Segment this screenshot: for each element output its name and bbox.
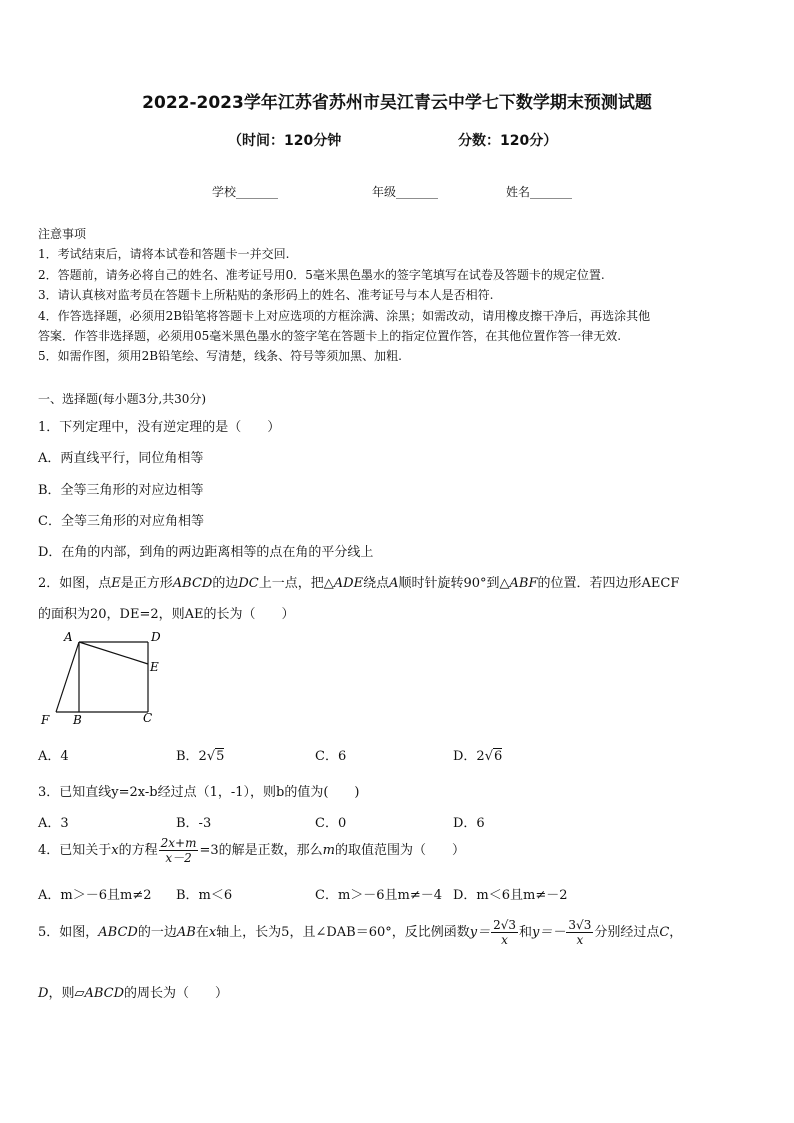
question-2-figure <box>36 628 176 728</box>
question-5-stem <box>38 918 682 947</box>
text: 的边 <box>212 576 239 591</box>
fraction <box>566 918 593 947</box>
denominator: x－2 <box>165 851 192 865</box>
question-5-stem-line2 <box>38 982 228 1001</box>
edge-af <box>56 642 79 712</box>
question-1-option-b[interactable]: B．全等三角形的对应边相等 <box>38 483 204 498</box>
numerator: 2x+m <box>160 836 197 850</box>
point-label-c: C <box>143 711 153 725</box>
notice-item: 2．答题前，请务必将自己的姓名、准考证号用0．5毫米黑色墨水的签字笔填写在试卷及答题卡的规定位置. <box>38 267 605 282</box>
text: 2．如图，点 <box>38 576 112 591</box>
numerator: 2√3 <box>493 918 517 932</box>
section-heading: 一、选择题(每小题3分,共30分) <box>38 392 207 406</box>
notice-item: 3．请认真核对监考员在答题卡上所粘贴的条形码上的姓名、准考证号与本人是否相符. <box>38 288 494 303</box>
notice-item: 4．作答选择题，必须用2B铅笔将答题卡上对应选项的方框涂满、涂黑；如需改动，请用橡皮擦干净后，再选涂其他 <box>38 308 651 323</box>
question-3-stem: 3．已知直线y=2x-b经过点（1，-1），则b的值为( ) <box>38 785 360 800</box>
text: 的位置．若四边形AECF <box>537 576 680 591</box>
math-var: △ABF <box>499 576 538 591</box>
point-label-d: D <box>151 630 161 644</box>
text: ， <box>669 925 683 940</box>
page-title: 2022-2023学年江苏省苏州市吴江青云中学七下数学期末预测试题 <box>142 93 652 113</box>
name-field[interactable]: 姓名_______ <box>506 185 573 199</box>
point-label-b: B <box>73 713 82 727</box>
question-4-option-b[interactable]: B．m＜6 <box>176 888 233 903</box>
math-var: A <box>389 576 399 591</box>
question-2-option-a[interactable]: A．4 <box>38 749 69 764</box>
math-var: x <box>208 925 217 940</box>
question-4-option-d[interactable]: D．m＜6且m≠－2 <box>453 888 568 903</box>
text: 4．已知关于 <box>38 843 112 858</box>
text: 是正方形 <box>120 576 173 591</box>
total-score: 分数：120分） <box>458 133 558 149</box>
text: B．2 <box>176 749 207 764</box>
text: 在 <box>195 925 209 940</box>
denominator: x <box>501 933 508 947</box>
text: 的方程 <box>118 843 158 858</box>
question-2-option-b[interactable]: B．2√5 <box>176 749 225 764</box>
question-1-option-a[interactable]: A．两直线平行，同位角相等 <box>38 451 204 466</box>
text: D．2 <box>453 749 485 764</box>
question-1-option-d[interactable]: D．在角的内部，到角的两边距离相等的点在角的平分线上 <box>38 545 374 560</box>
math-var: E <box>111 576 121 591</box>
time-limit: （时间：120分钟 <box>228 133 342 149</box>
math-var: △ADE <box>323 576 364 591</box>
fraction <box>159 836 199 865</box>
text: ，则 <box>48 986 75 1001</box>
text: 上一点，把 <box>258 576 324 591</box>
question-1-option-c[interactable]: C．全等三角形的对应角相等 <box>38 514 204 529</box>
text: 绕点 <box>363 576 390 591</box>
question-3-option-c[interactable]: C．0 <box>315 816 347 831</box>
school-field[interactable]: 学校_______ <box>212 185 279 199</box>
question-2-option-d[interactable]: D．2√6 <box>453 749 503 764</box>
question-2-stem-line2: 的面积为20，DE=2，则AE的长为（ ） <box>38 607 295 622</box>
math-var: y＝ <box>469 925 491 940</box>
notice-item: 1．考试结束后，请将本试卷和答题卡一并交回. <box>38 247 290 262</box>
math-var: x <box>111 843 119 858</box>
notice-block <box>38 224 758 367</box>
notice-item: 答案．作答非选择题，必须用05毫米黑色墨水的签字笔在答题卡上的指定位置作答，在其他位置作答一律无效. <box>38 329 622 344</box>
question-3-option-b[interactable]: B．-3 <box>176 816 212 831</box>
math-var: D <box>38 986 49 1001</box>
question-4-stem <box>38 836 465 865</box>
text: 顺时针旋转90°到 <box>398 576 500 591</box>
point-label-e: E <box>150 660 159 674</box>
math-var: y＝－ <box>532 925 566 940</box>
math-var: ▱ABCD <box>74 986 125 1001</box>
math-var: C <box>659 925 670 940</box>
text: 轴上，长为5，且∠DAB＝60°，反比例函数 <box>216 925 470 940</box>
text: 5．如图， <box>38 925 99 940</box>
notice-heading: 注意事项 <box>38 227 87 241</box>
fraction <box>491 918 518 947</box>
question-2-option-c[interactable]: C．6 <box>315 749 347 764</box>
text: 和 <box>519 925 533 940</box>
radicand: 6 <box>494 749 503 764</box>
text: 的一边 <box>137 925 177 940</box>
math-var: DC <box>238 576 259 591</box>
question-3-option-d[interactable]: D．6 <box>453 816 485 831</box>
point-label-f: F <box>41 713 50 727</box>
text: 的周长为（ ） <box>124 986 229 1001</box>
math-var: ABCD <box>98 925 138 940</box>
question-2-stem <box>38 572 679 591</box>
denominator: x <box>576 933 584 947</box>
edge-ae <box>79 642 148 664</box>
radicand: 5 <box>216 749 225 764</box>
text: 分别经过点 <box>594 925 660 940</box>
text: =3的解是正数，那么 <box>199 843 323 858</box>
numerator: 3√3 <box>568 918 592 932</box>
math-var: AB <box>176 925 196 940</box>
math-var: m <box>322 843 335 858</box>
math-var: ABCD <box>172 576 213 591</box>
grade-field[interactable]: 年级_______ <box>372 185 439 199</box>
question-4-option-c[interactable]: C．m＞－6且m≠－4 <box>315 888 443 903</box>
question-3-option-a[interactable]: A．3 <box>38 816 69 831</box>
point-label-a: A <box>64 630 73 644</box>
notice-item: 5．如需作图，须用2B铅笔绘、写清楚，线条、符号等须加黑、加粗. <box>38 349 402 364</box>
exam-meta <box>228 130 588 150</box>
question-1-stem: 1．下列定理中，没有逆定理的是（ ） <box>38 420 281 435</box>
question-4-option-a[interactable]: A．m＞－6且m≠2 <box>38 888 152 903</box>
text: 的取值范围为（ ） <box>334 843 465 858</box>
